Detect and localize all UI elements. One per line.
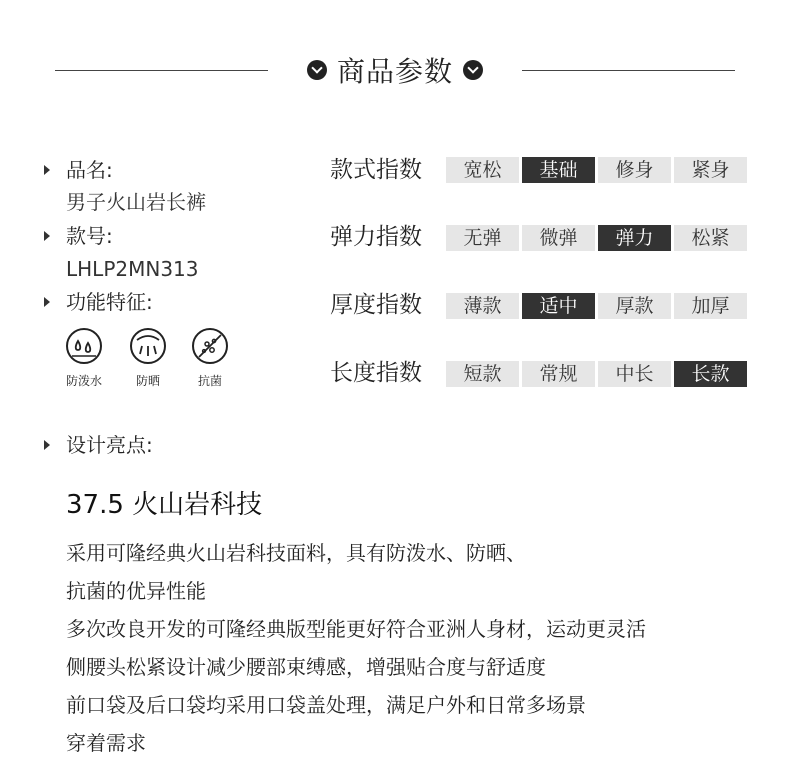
feature-antibacterial [180,326,240,389]
feature-label: 抗菌 [197,374,222,388]
elasticity-index-label: 弹力指数 [330,224,422,250]
highlights-label: 设计亮点: [66,433,153,457]
index-option: 中长 [598,361,671,387]
style-index-label: 款式指数 [330,157,422,183]
feature-label: 防泼水 [65,374,102,388]
index-option-selected: 弹力 [598,225,671,251]
highlight-line: 侧腰头松紧设计减少腰部束缚感，增强贴合度与舒适度 [66,655,546,679]
index-option-selected: 适中 [522,293,595,319]
bullet-icon [44,440,50,450]
section-header [0,48,790,92]
thickness-index-options [446,293,747,319]
code-value: LHLP2MN313 [66,257,199,281]
index-option: 宽松 [446,157,519,183]
index-option: 微弹 [522,225,595,251]
length-index-options [446,361,747,387]
features-label: 功能特征: [66,290,153,314]
index-option: 加厚 [674,293,747,319]
elasticity-index-options [446,225,747,251]
water-drops-icon [64,326,104,366]
index-option: 无弹 [446,225,519,251]
index-option: 短款 [446,361,519,387]
chevron-down-icon [463,60,483,80]
highlights-title: 37.5 火山岩科技 [66,490,263,520]
feature-sun-protection [118,326,178,389]
feature-water-repellent [54,326,114,389]
sun-protection-icon [128,326,168,366]
length-index-label: 长度指数 [330,360,422,386]
index-option: 常规 [522,361,595,387]
index-option: 松紧 [674,225,747,251]
bullet-icon [44,231,50,241]
page-title: 商品参数 [336,55,453,88]
antibacterial-icon [190,326,230,366]
index-option: 厚款 [598,293,671,319]
highlights-description [66,534,646,762]
highlight-line: 多次改良开发的可隆经典版型能更好符合亚洲人身材，运动更灵活 [66,617,646,641]
style-index-options [446,157,747,183]
bullet-icon [44,165,50,175]
code-label: 款号: [66,224,113,248]
name-label: 品名: [66,158,113,182]
highlight-line: 采用可隆经典火山岩科技面料，具有防泼水、防晒、 [66,541,526,565]
highlight-line: 穿着需求 [66,731,146,755]
chevron-down-icon [307,60,327,80]
index-option: 紧身 [674,157,747,183]
bullet-icon [44,297,50,307]
thickness-index-label: 厚度指数 [330,292,422,318]
name-value: 男子火山岩长裤 [66,190,206,214]
index-option: 薄款 [446,293,519,319]
feature-label: 防晒 [135,374,160,388]
index-option-selected: 长款 [674,361,747,387]
index-option: 修身 [598,157,671,183]
index-option-selected: 基础 [522,157,595,183]
highlight-line: 前口袋及后口袋均采用口袋盖处理，满足户外和日常多场景 [66,693,586,717]
highlight-line: 抗菌的优异性能 [66,579,206,603]
